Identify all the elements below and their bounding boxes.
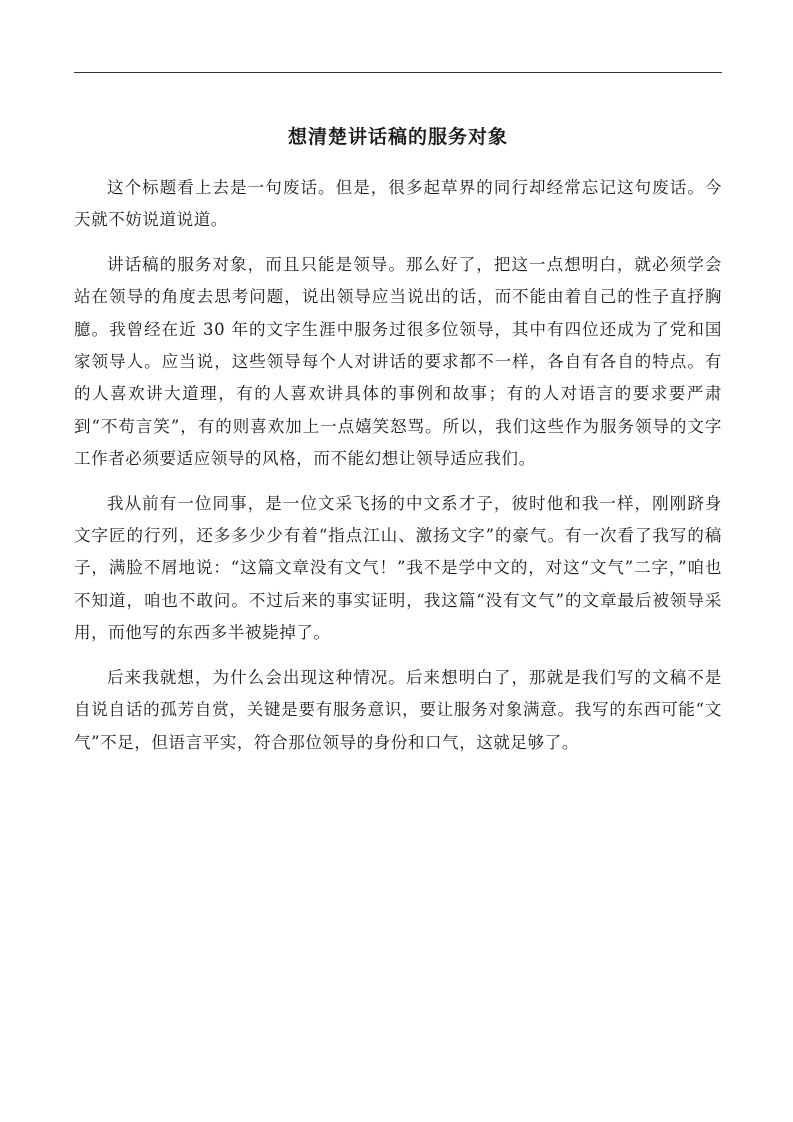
document-body (74, 172, 722, 771)
paragraph-1: 这个标题看上去是一句废话。但是，很多起草界的同行却经常忘记这句废话。今天就不妨说道说道。 (74, 178, 722, 230)
document-title: 想清楚讲话稿的服务对象 (287, 126, 508, 148)
paragraph-2: 讲话稿的服务对象，而且只能是领导。那么好了，把这一点想明白，就必须学会站在领导的角度去思考问题，说出领导应当说出的话，而不能由着自己的性子直抒胸臆。我曾经在近 30 年的文字生涯中服务过很多位领导，其中有四位还成为了党和国家领导人。应当说，这些领导每个人对讲话的要求都不一样，各自有各自的特点。有的人喜欢讲大道理，有的人喜欢讲具体的事例和故事；有的人对语言的要求要严肃到“不苟言笑”，有的则喜欢加上一点嬉笑怒骂。所以，我们这些作为服务领导的文字工作者必须要适应领导的风格，而不能幻想让领导适应我们。 (74, 254, 722, 469)
paragraph-3: 我从前有一位同事，是一位文采飞扬的中文系才子，彼时他和我一样，刚刚跻身文字匠的行列，还多多少少有着“指点江山、激扬文字”的豪气。有一次看了我写的稿子，满脸不屑地说：“这篇文章没有文气！”我不是学中文的，对这“文气”二字，”咱也不知道，咱也不敢问。不过后来的事实证明，我这篇“没有文气”的文章最后被领导采用，而他写的东西多半被毙掉了。 (74, 493, 722, 643)
paragraph-4: 后来我就想，为什么会出现这种情况。后来想明白了，那就是我们写的文稿不是自说自话的孤芳自赏，关键是要有服务意识，要让服务对象满意。我写的东西可能“文气”不足，但语言平实，符合那位领导的身份和口气，这就足够了。 (74, 667, 722, 752)
header-rule (74, 72, 722, 73)
